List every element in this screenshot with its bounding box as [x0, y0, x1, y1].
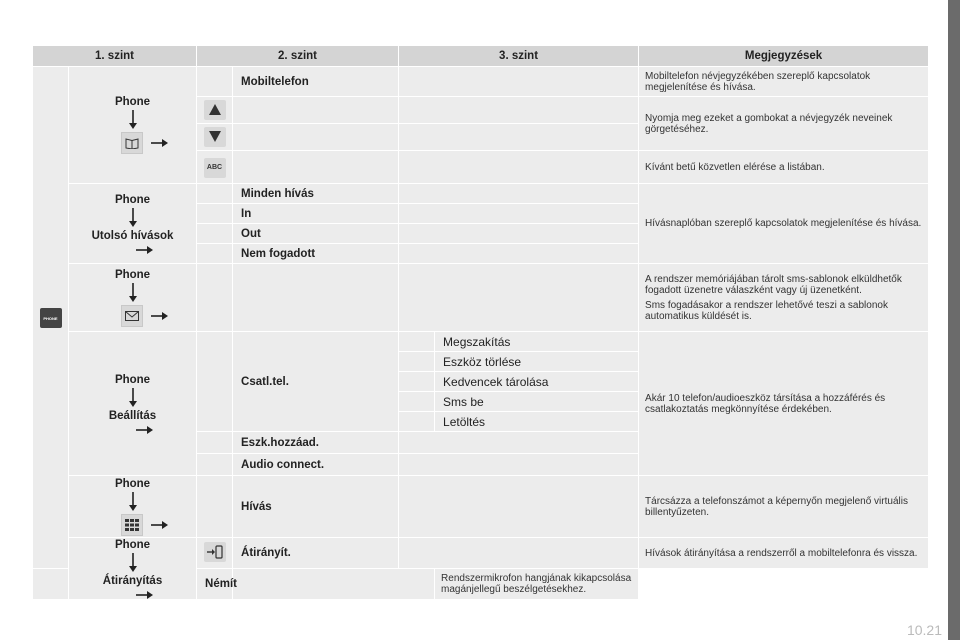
- level2-calls: [69, 184, 197, 264]
- level2-dial: [69, 476, 197, 538]
- header-notes: Megjegyzések: [639, 46, 929, 67]
- transfer-title[interactable]: Átirányít.: [233, 538, 399, 569]
- calls-item-out[interactable]: Out: [233, 224, 399, 244]
- table-row: [33, 67, 929, 97]
- arrow-right-icon: [136, 426, 154, 434]
- scroll-up-cell: [197, 97, 233, 124]
- abc-icon[interactable]: ABC: [204, 158, 226, 178]
- empty-cell: [399, 264, 639, 332]
- arrow-down-icon: [126, 208, 140, 228]
- level2-transfer: [69, 538, 197, 600]
- level1-cell: [33, 67, 69, 569]
- abc-note: Kívánt betű közvetlen elérése a listában.: [639, 151, 929, 184]
- triangle-up-icon[interactable]: [204, 100, 226, 120]
- level2-label: Phone: [114, 477, 151, 490]
- empty-icon-cell: [399, 412, 435, 432]
- arrow-down-icon: [126, 110, 140, 130]
- empty-cell: [399, 476, 639, 538]
- table-row: [33, 538, 929, 569]
- empty-icon-cell: [399, 352, 435, 372]
- level2-label: Phone: [114, 193, 151, 206]
- empty-icon-cell: [197, 244, 233, 264]
- scroll-note: Nyomja meg ezeket a gombokat a névjegyzék neveinek görgetéséhez.: [639, 97, 929, 151]
- calls-note: Hívásnaplóban szereplő kapcsolatok megjelenítése és hívása.: [639, 184, 929, 264]
- table-row: [33, 476, 929, 538]
- calls-item-in[interactable]: In: [233, 204, 399, 224]
- level2-settings: [69, 332, 197, 476]
- triangle-down-icon[interactable]: [204, 127, 226, 147]
- level2-sub: Utolsó hívások: [91, 229, 174, 242]
- calls-item-missed[interactable]: Nem fogadott: [233, 244, 399, 264]
- settings-note: Akár 10 telefon/audioeszköz társítása a hozzáférés és csatlakoztatás megkönnyítése érdekében.: [639, 332, 929, 476]
- empty-cell: [233, 124, 399, 151]
- level2-sub: Beállítás: [108, 409, 157, 422]
- sms-note-2: Sms fogadásakor a rendszer lehetővé teszi a sablonok automatikus küldését is.: [645, 299, 888, 322]
- empty-cell: [233, 151, 399, 184]
- transfer-icon-cell: [197, 538, 233, 569]
- mute-title[interactable]: Némít: [197, 569, 233, 600]
- sms-note-1: A rendszer memóriájában tárolt sms-sablonok elküldhetők fogadott üzenetre válaszként vagy új üzenetként.: [645, 273, 902, 296]
- empty-cell: [399, 151, 639, 184]
- level2-label: Phone: [114, 268, 151, 281]
- empty-cell: [399, 67, 639, 97]
- level2-label: Phone: [114, 538, 151, 551]
- mute-note: Rendszermikrofon hangjának kikapcsolása magánjellegű beszélgetésekhez.: [435, 569, 639, 600]
- empty-icon-cell: [197, 454, 233, 476]
- level2-sub: Átirányítás: [102, 574, 163, 587]
- settings-item-delete[interactable]: Eszköz törlése: [435, 352, 639, 372]
- arrow-right-icon: [136, 246, 154, 254]
- address-book-icon: [121, 132, 143, 154]
- empty-icon-cell: [197, 67, 233, 97]
- dial-note: Tárcsázza a telefonszámot a képernyőn megjelenő virtuális billentyűzeten.: [639, 476, 929, 538]
- settings-add-device[interactable]: Eszk.hozzáad.: [233, 432, 399, 454]
- empty-cell: [233, 264, 399, 332]
- abc-cell: [197, 151, 233, 184]
- table-row: [33, 332, 929, 352]
- empty-cell: [399, 454, 639, 476]
- empty-icon-cell: [197, 432, 233, 454]
- arrow-down-icon: [126, 283, 140, 303]
- empty-cell: [399, 244, 639, 264]
- calls-item-all[interactable]: Minden hívás: [233, 184, 399, 204]
- empty-cell: [399, 124, 639, 151]
- arrow-down-icon: [126, 388, 140, 408]
- empty-cell: [233, 97, 399, 124]
- arrow-down-icon: [126, 553, 140, 573]
- arrow-right-icon: [151, 139, 169, 147]
- header-level2: 2. szint: [197, 46, 399, 67]
- phone-tag-icon: PHONE: [40, 308, 62, 328]
- keypad-icon: [121, 514, 143, 536]
- contacts-note: Mobiltelefon névjegyzékében szereplő kapcsolatok megjelenítése és hívása.: [639, 67, 929, 97]
- empty-icon-cell: [197, 184, 233, 204]
- dial-title[interactable]: Hívás: [233, 476, 399, 538]
- settings-item-disconnect[interactable]: Megszakítás: [435, 332, 639, 352]
- empty-cell: [399, 224, 639, 244]
- page-number: 10.21: [906, 622, 942, 638]
- arrow-right-icon: [151, 312, 169, 320]
- empty-icon-cell: [399, 392, 435, 412]
- empty-icon-cell: [197, 476, 233, 538]
- transfer-note: Hívások átirányítása a rendszerről a mobiltelefonra és vissza.: [639, 538, 929, 569]
- table-row: [33, 184, 929, 204]
- level2-label: Phone: [114, 373, 151, 386]
- envelope-icon: [121, 305, 143, 327]
- arrow-right-icon: [151, 521, 169, 529]
- header-level3: 3. szint: [399, 46, 639, 67]
- empty-cell: [399, 204, 639, 224]
- level2-label: Phone: [114, 96, 151, 108]
- empty-cell: [399, 184, 639, 204]
- empty-icon-cell: [399, 332, 435, 352]
- table-row: [33, 264, 929, 332]
- empty-icon-cell: [197, 264, 233, 332]
- empty-cell: [399, 97, 639, 124]
- transfer-phone-icon[interactable]: [204, 542, 226, 562]
- settings-item-download[interactable]: Letöltés: [435, 412, 639, 432]
- empty-icon-cell: [197, 224, 233, 244]
- empty-cell: [399, 432, 639, 454]
- settings-audio-connect[interactable]: Audio connect.: [233, 454, 399, 476]
- empty-cell: [233, 569, 435, 600]
- empty-icon-cell: [33, 569, 69, 600]
- scroll-down-cell: [197, 124, 233, 151]
- arrow-right-icon: [136, 591, 154, 599]
- level2-sms: [69, 264, 197, 332]
- empty-icon-cell: [197, 332, 233, 432]
- sms-note: [639, 264, 929, 332]
- settings-item-sms-on[interactable]: Sms be: [435, 392, 639, 412]
- empty-icon-cell: [399, 372, 435, 392]
- empty-icon-cell: [197, 204, 233, 224]
- arrow-down-icon: [126, 492, 140, 512]
- level2-contacts: [69, 67, 197, 184]
- empty-cell: [399, 538, 639, 569]
- header-level1: 1. szint: [33, 46, 197, 67]
- settings-connected-phone[interactable]: Csatl.tel.: [233, 332, 399, 432]
- menu-table: [32, 45, 929, 600]
- settings-item-favorites[interactable]: Kedvencek tárolása: [435, 372, 639, 392]
- header-row: [33, 46, 929, 67]
- contacts-title: Mobiltelefon: [233, 67, 399, 97]
- page-edge-bar: [948, 0, 960, 640]
